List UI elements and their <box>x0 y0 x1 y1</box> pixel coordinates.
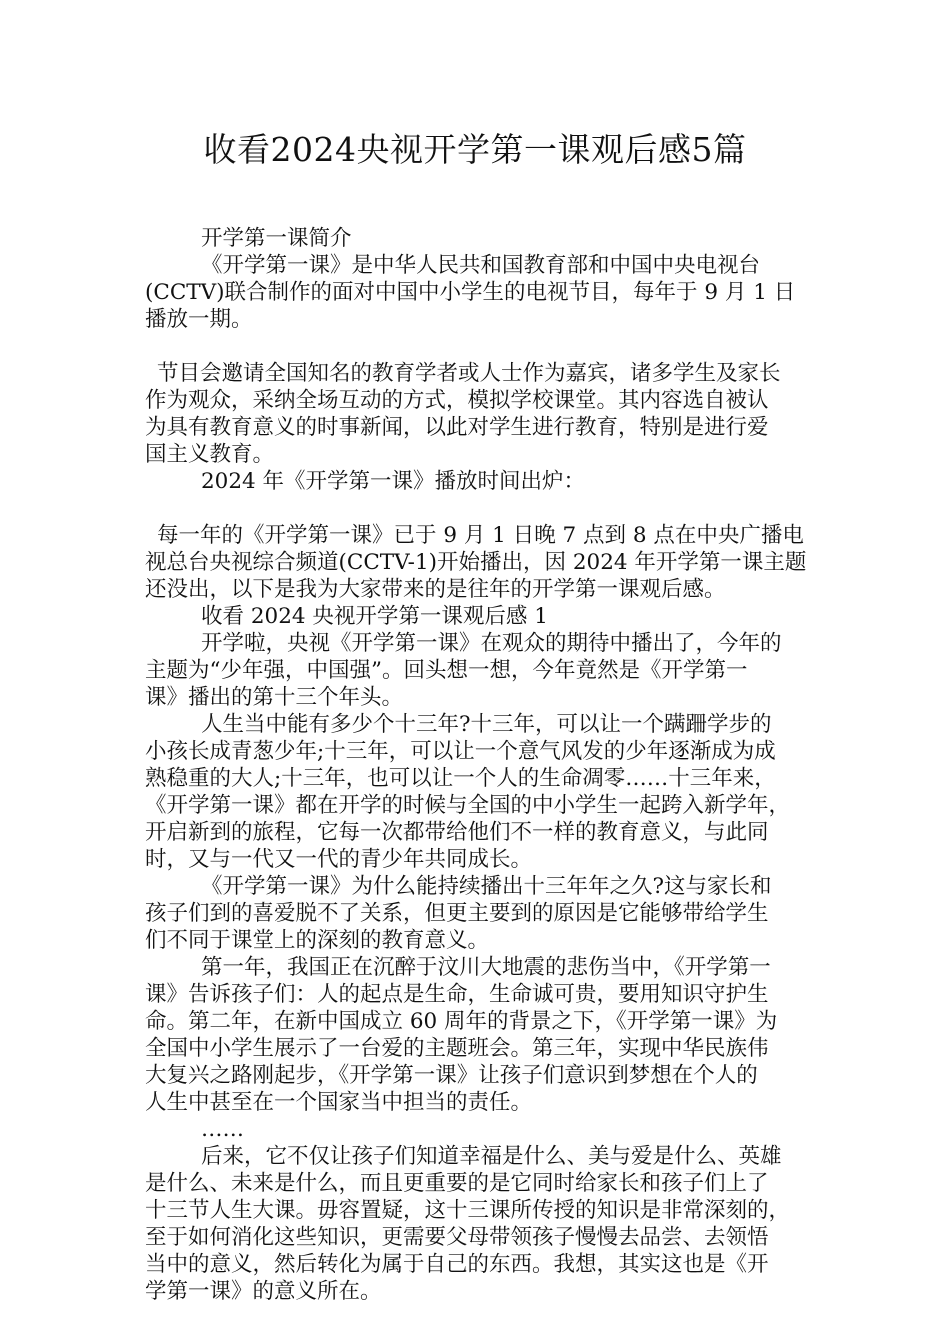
paragraph-line: 第一年，我国正在沉醉于汶川大地震的悲伤当中，《开学第一 <box>201 955 771 980</box>
paragraph-line: 每一年的《开学第一课》已于 9 月 1 日晚 7 点到 8 点在中央广播电 <box>157 523 804 548</box>
paragraph-line: 播放一期。 <box>145 307 253 332</box>
paragraph-line: 当中的意义，然后转化为属于自己的东西。我想，其实这也是《开 <box>145 1252 769 1277</box>
paragraph-line: 还没出，以下是我为大家带来的是往年的开学第一课观后感。 <box>145 577 726 602</box>
paragraph-line: 们不同于课堂上的深刻的教育意义。 <box>145 928 490 953</box>
paragraph-line: 《开学第一课》都在开学的时候与全国的中小学生一起跨入新学年， <box>145 793 791 818</box>
paragraph-line: 国主义教育。 <box>145 442 275 467</box>
paragraph-line: 《开学第一课》是中华人民共和国教育部和中国中央电视台 <box>201 253 761 278</box>
paragraph-line: 人生当中能有多少个十三年?十三年，可以让一个蹒跚学步的 <box>201 712 772 737</box>
paragraph-line: 《开学第一课》为什么能持续播出十三年年之久?这与家长和 <box>201 874 772 899</box>
paragraph-line: 开学啦，央视《开学第一课》在观众的期待中播出了，今年的 <box>201 631 782 656</box>
document-body <box>145 225 810 1305</box>
paragraph-line: 主题为“少年强，中国强”。回头想一想，今年竟然是《开学第一 <box>145 658 748 683</box>
paragraph-line: 课》告诉孩子们：人的起点是生命，生命诚可贵，要用知识守护生 <box>145 982 769 1007</box>
paragraph-line: 时，又与一代又一代的青少年共同成长。 <box>145 847 533 872</box>
paragraph-line: 后来，它不仅让孩子们知道幸福是什么、美与爱是什么、英雄 <box>201 1144 782 1169</box>
paragraph-line: 开学第一课简介 <box>201 226 352 251</box>
paragraph-line: 课》播出的第十三个年头。 <box>145 685 404 710</box>
paragraph-line: (CCTV)联合制作的面对中国中小学生的电视节目，每年于 9 月 1 日 <box>145 280 796 305</box>
paragraph-line: 人生中甚至在一个国家当中担当的责任。 <box>145 1090 533 1115</box>
paragraph-line: 学第一课》的意义所在。 <box>145 1279 382 1304</box>
document-title: 收看2024央视开学第一课观后感5篇 <box>203 130 747 169</box>
paragraph-line: 至于如何消化这些知识，更需要父母带领孩子慢慢去品尝、去领悟 <box>145 1225 769 1250</box>
paragraph-line: 孩子们到的喜爱脱不了关系，但更主要到的原因是它能够带给学生 <box>145 901 769 926</box>
paragraph-line: 十三节人生大课。毋容置疑，这十三课所传授的知识是非常深刻的， <box>145 1198 791 1223</box>
paragraph-line: 熟稳重的大人;十三年，也可以让一个人的生命凋零……十三年来， <box>145 766 776 791</box>
paragraph-line: 收看 2024 央视开学第一课观后感 1 <box>201 604 548 629</box>
paragraph-line: 全国中小学生展示了一台爱的主题班会。第三年，实现中华民族伟 <box>145 1036 769 1061</box>
paragraph-line: 为具有教育意义的时事新闻，以此对学生进行教育，特别是进行爱 <box>145 415 769 440</box>
paragraph-line: 2024 年《开学第一课》播放时间出炉： <box>201 469 586 494</box>
paragraph-line: 是什么、未来是什么，而且更重要的是它同时给家长和孩子们上了 <box>145 1171 769 1196</box>
paragraph-line: …… <box>201 1117 244 1142</box>
paragraph-line: 开启新到的旅程，它每一次都带给他们不一样的教育意义，与此同 <box>145 820 769 845</box>
paragraph-line: 作为观众，采纳全场互动的方式，模拟学校课堂。其内容选自被认 <box>145 388 769 413</box>
paragraph-line: 小孩长成青葱少年;十三年，可以让一个意气风发的少年逐渐成为成 <box>145 739 776 764</box>
paragraph-line: 视总台央视综合频道(CCTV-1)开始播出，因 2024 年开学第一课主题 <box>145 550 807 575</box>
paragraph-line: 大复兴之路刚起步，《开学第一课》让孩子们意识到梦想在个人的 <box>145 1063 758 1088</box>
paragraph-line: 节目会邀请全国知名的教育学者或人士作为嘉宾，诸多学生及家长 <box>157 361 781 386</box>
paragraph-line: 命。第二年，在新中国成立 60 周年的背景之下，《开学第一课》为 <box>145 1009 778 1034</box>
